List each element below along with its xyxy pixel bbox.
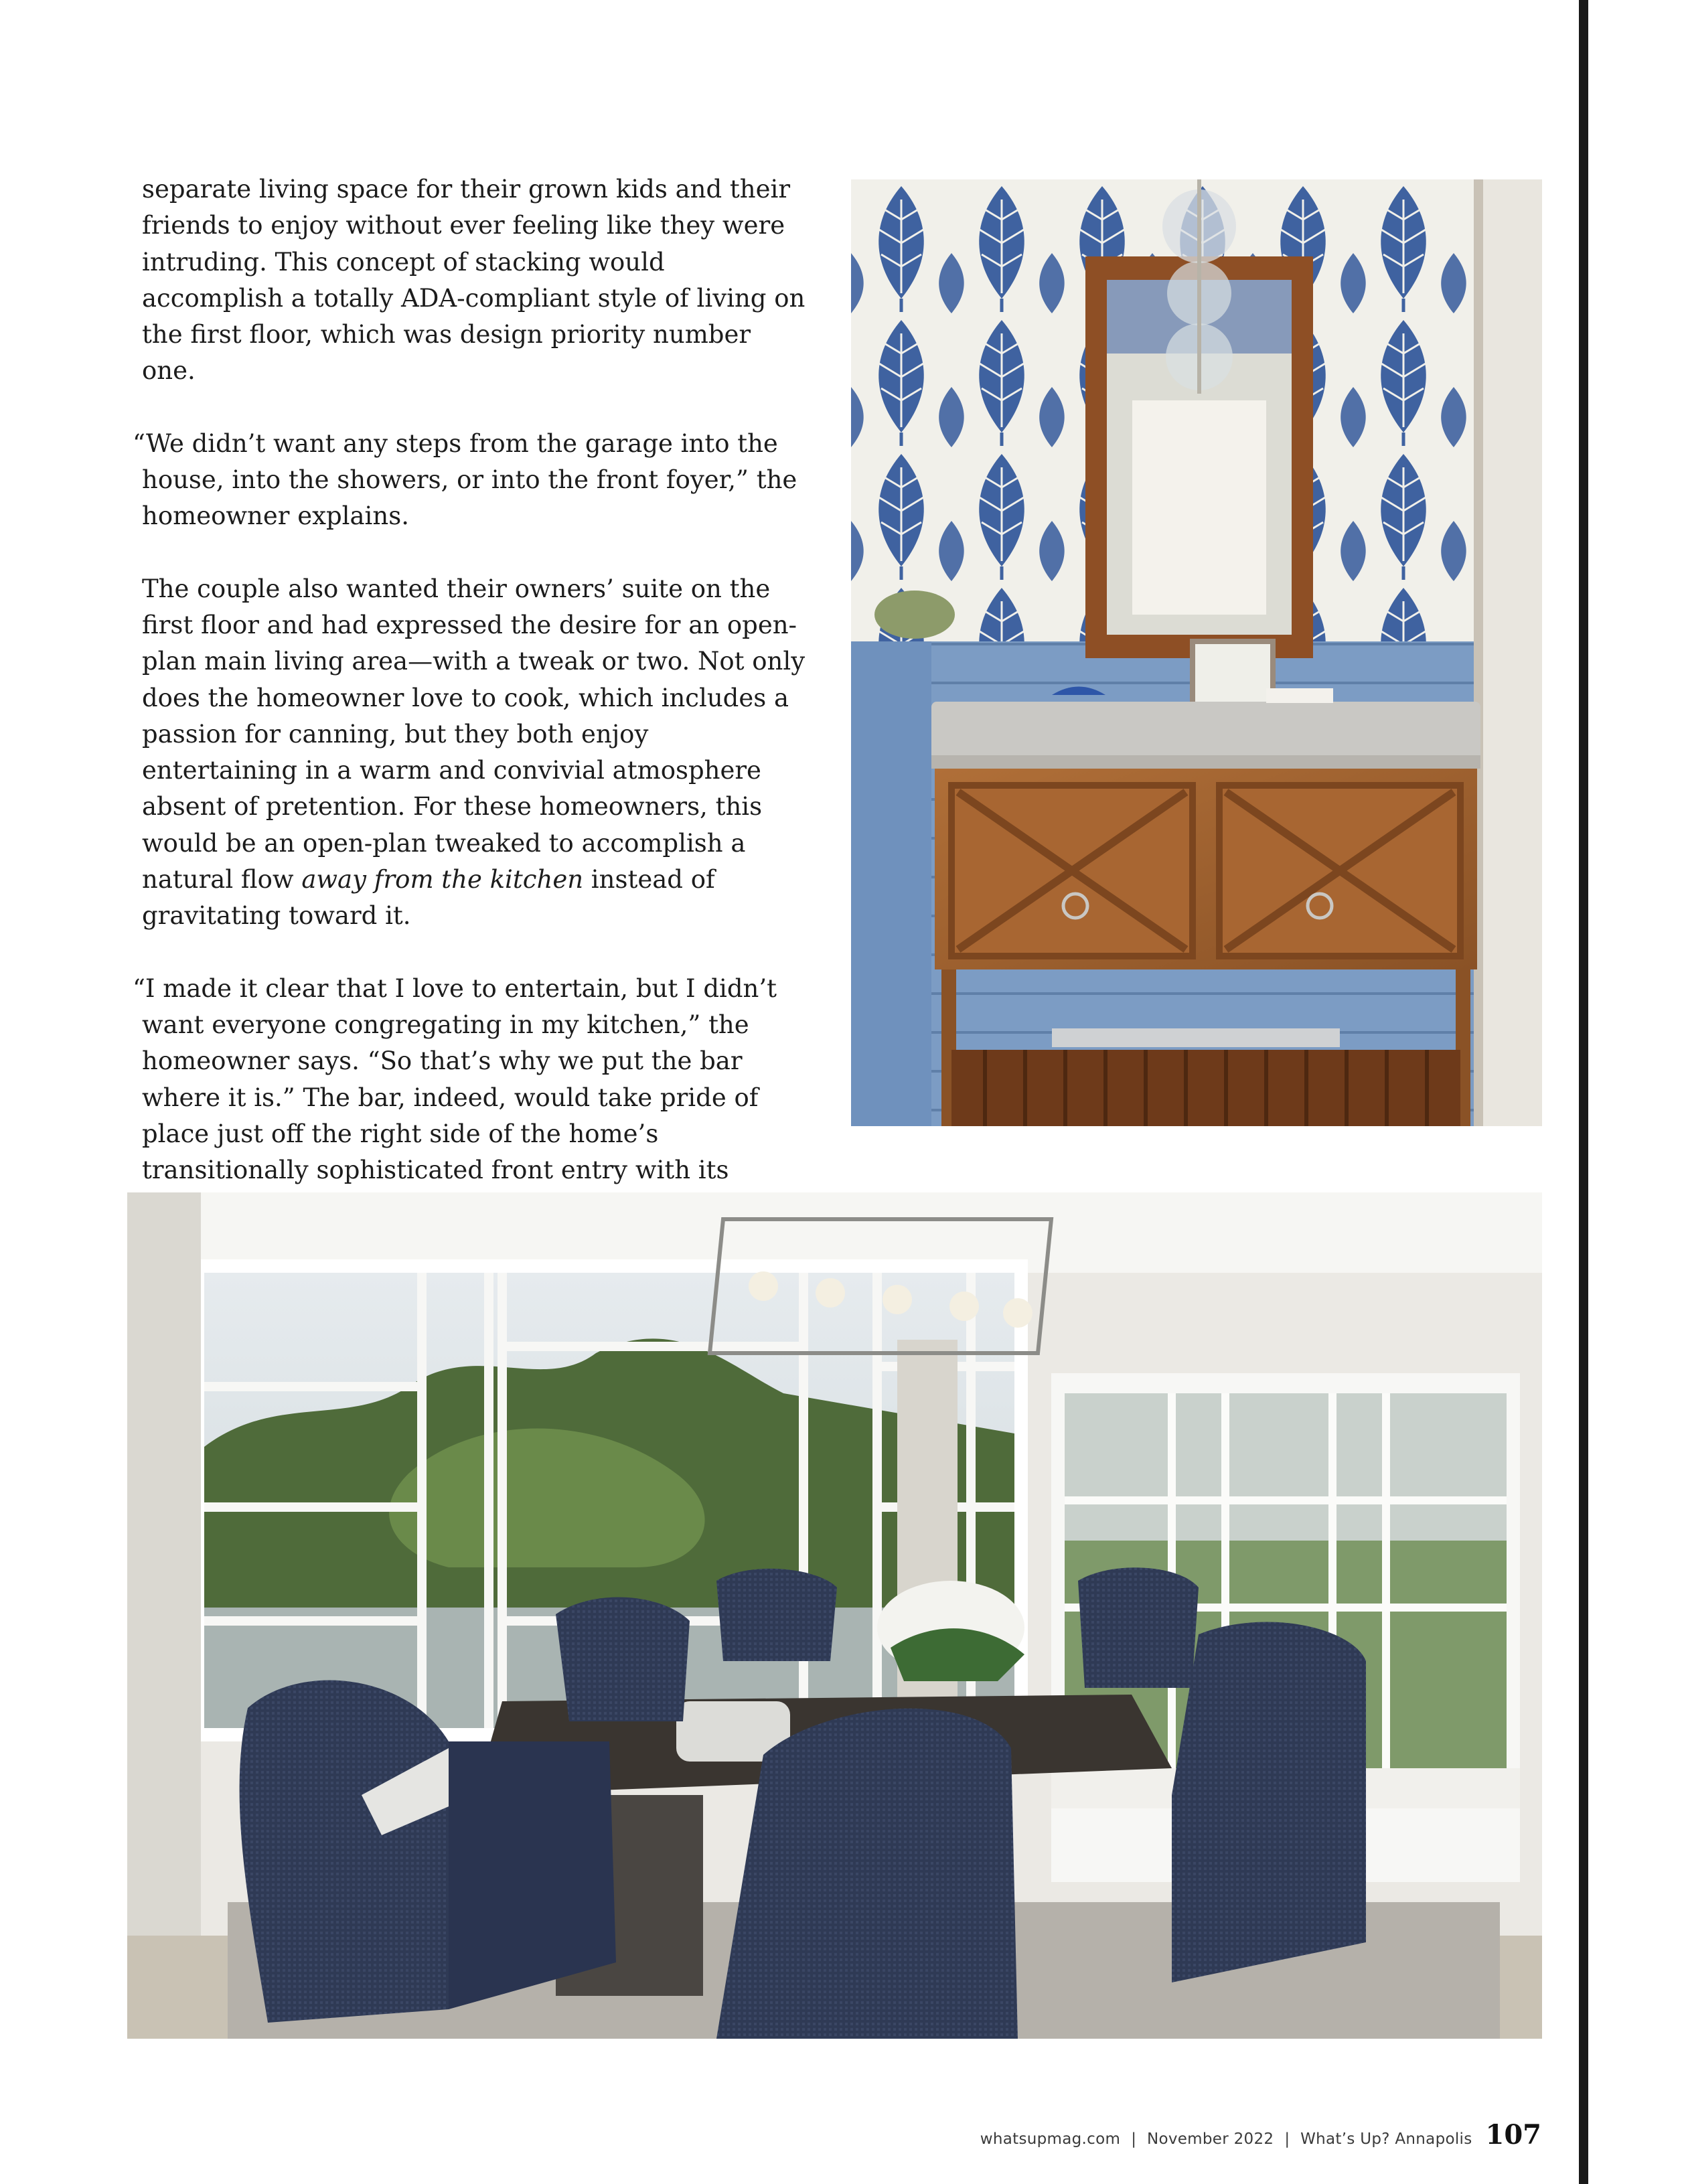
powder-room-illustration bbox=[851, 179, 1542, 1126]
page-footer bbox=[964, 2119, 1541, 2153]
paragraph-3 bbox=[142, 571, 812, 935]
paragraph-1: separate living space for their grown kids and their friends to enjoy without ever feeling like they were intruding. This concept of stacking would accomplish a totally ADA-compliant style of living on the first floor, which was design priority number one. bbox=[142, 175, 806, 386]
article-body bbox=[133, 171, 812, 1298]
page-edge-rule bbox=[1579, 0, 1588, 2184]
paragraph-3-italic: away from the kitchen bbox=[301, 865, 584, 894]
paragraph-2-quote: “We didn’t want any steps from the garage into the house, into the showers, or into the front foyer,” the homeowner explains. bbox=[133, 428, 797, 531]
paragraph-3-text: The couple also wanted their owners’ suite on the first floor and had expressed the desire for an open-plan main living area—with a tweak or two. Not only does the homeowner love to cook, which includes a passion for canning, but they both enjoy entertaining in a warm and convivial atmosphere absent of pretention. For these homeowners, this would be an open-plan tweaked to accomplish a natural flow bbox=[142, 574, 806, 894]
paragraph-3-end: instead of gravitating toward it. bbox=[142, 865, 715, 931]
paragraph-4-text: “I made it clear that I love to entertain, but I didn’t want everyone congregating in my kitchen,” the homeowner says. “So that’s why we put the bar where it is.” The bar, indeed, would take pride of place just off the right side of the home’s transitionally sophisticated front entry with its bbox=[133, 973, 777, 1185]
page-number: 107 bbox=[1485, 2119, 1541, 2151]
footer-site[interactable]: whatsupmag.com bbox=[980, 2130, 1121, 2148]
dining-room-illustration bbox=[127, 1192, 1542, 2039]
powder-room-photo bbox=[851, 179, 1542, 1126]
footer-issue-date: November 2022 bbox=[1146, 2130, 1274, 2148]
dining-room-photo bbox=[127, 1192, 1542, 2039]
footer-separator: | bbox=[1284, 2130, 1290, 2148]
footer-separator: | bbox=[1131, 2130, 1136, 2148]
footer-publication: What’s Up? Annapolis bbox=[1300, 2130, 1472, 2148]
